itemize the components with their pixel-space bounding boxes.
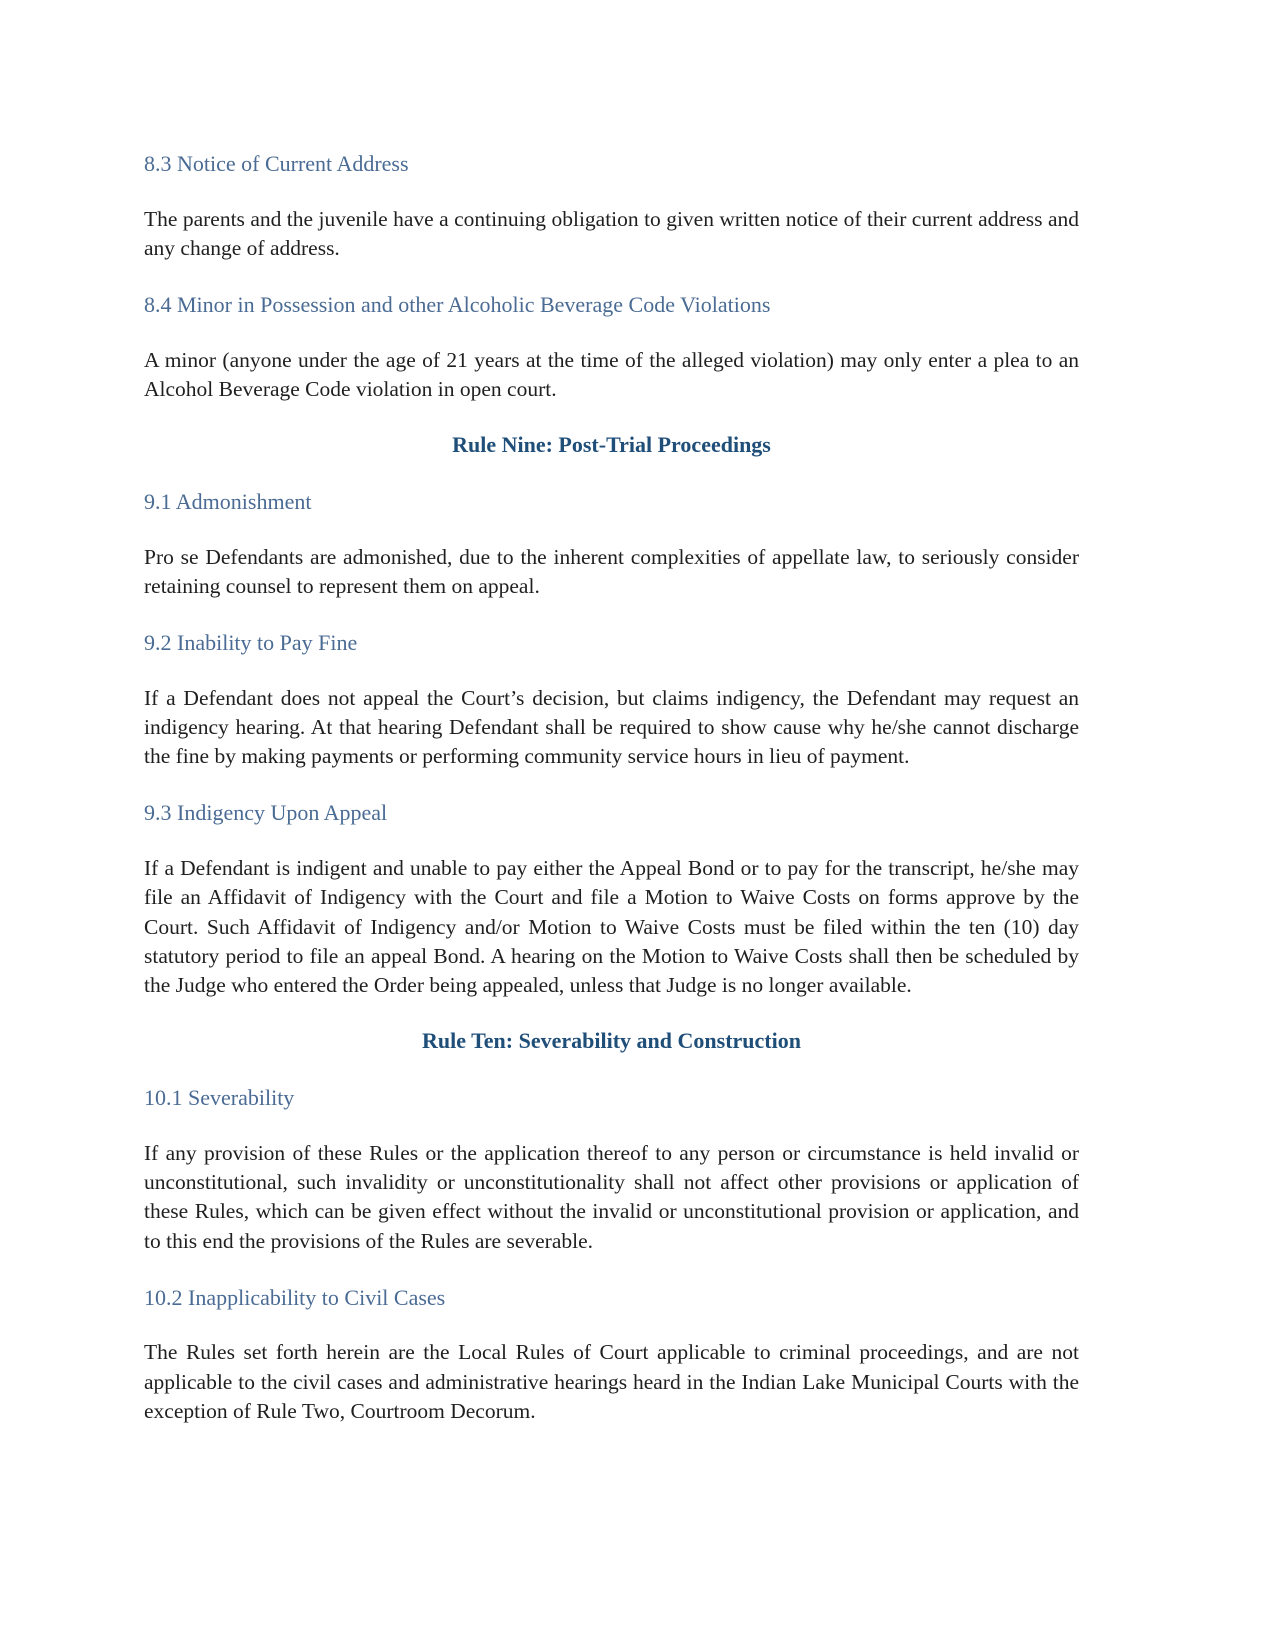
paragraph-10-2: The Rules set forth herein are the Local Rules of Court applicable to criminal proceedings, and are not applicable to the civil cases and administrative hearings heard in the Indian Lake Municipal Courts with the exception of Rule Two, Courtroom Decorum. <box>144 1340 1079 1423</box>
paragraph-8-3: The parents and the juvenile have a continuing obligation to given written notice of their current address and any change of address. <box>144 206 1079 260</box>
section-heading-9-2: 9.2 Inability to Pay Fine <box>144 630 358 656</box>
section-heading-10-1: 10.1 Severability <box>144 1085 295 1111</box>
rule-ten-title: Rule Ten: Severability and Construction <box>422 1028 801 1054</box>
section-heading-10-2: 10.2 Inapplicability to Civil Cases <box>144 1284 446 1310</box>
section-heading-8-4: 8.4 Minor in Possession and other Alcoholic Beverage Code Violations <box>144 292 771 318</box>
paragraph-8-4: A minor (anyone under the age of 21 years at the time of the alleged violation) may only enter a plea to an Alcohol Beverage Code violation in open court. <box>144 347 1079 401</box>
rule-nine-title: Rule Nine: Post-Trial Proceedings <box>452 432 771 458</box>
paragraph-10-1: If any provision of these Rules or the application thereof to any person or circumstance is held invalid or unconstitutional, such invalidity or unconstitutionality shall not affect other provisions or application of these Rules, which can be given effect without the invalid or unconstitutional provision or application, and to this end the provisions of the Rules are severable. <box>144 1140 1079 1253</box>
section-heading-8-3: 8.3 Notice of Current Address <box>144 151 409 176</box>
paragraph-9-3: If a Defendant is indigent and unable to pay either the Appeal Bond or to pay for the transcript, he/she may file an Affidavit of Indigency with the Court and file a Motion to Waive Costs on forms approve by the Court. Such Affidavit of Indigency and/or Motion to Waive Costs must be filed within the ten (10) day statutory period to file an appeal Bond. A hearing on the Motion to Waive Costs shall then be scheduled by the Judge who entered the Order being appealed, unless that Judge is no longer available. <box>144 856 1079 998</box>
section-heading-9-1: 9.1 Admonishment <box>144 489 312 515</box>
paragraph-9-2: If a Defendant does not appeal the Court’s decision, but claims indigency, the Defendant may request an indigency hearing. At that hearing Defendant shall be required to show cause why he/she cannot discharge the fine by making payments or performing community service hours in lieu of payment. <box>144 685 1079 769</box>
paragraph-9-1: Pro se Defendants are admonished, due to the inherent complexities of appellate law, to seriously consider retaining counsel to represent them on appeal. <box>144 544 1079 598</box>
section-heading-9-3: 9.3 Indigency Upon Appeal <box>144 800 388 826</box>
